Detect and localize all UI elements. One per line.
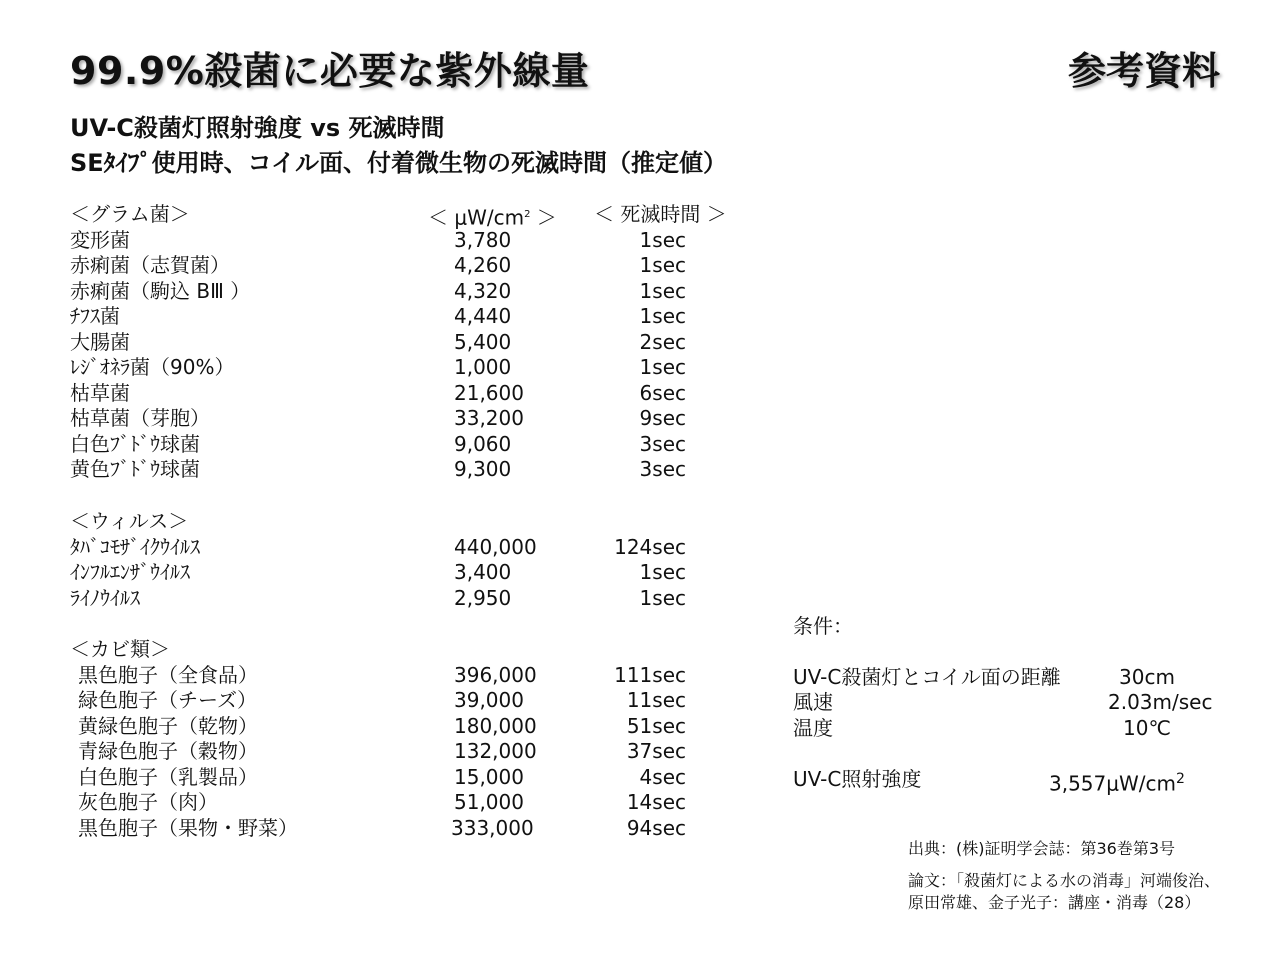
table-row: 黄緑色胞子（乾物） 180,000 51sec xyxy=(78,714,686,738)
table-row: ﾁﾌｽ菌 4,440 1sec xyxy=(70,304,686,328)
table-row: 青緑色胞子（穀物） 132,000 37sec xyxy=(78,739,686,763)
table-row: 黄色ﾌﾞﾄﾞｳ球菌 9,300 3sec xyxy=(70,457,686,481)
table-row: 灰色胞子（肉） 51,000 14sec xyxy=(78,790,686,814)
paper-note-line-2: 原田常雄、金子光子：講座・消毒（28） xyxy=(908,893,1201,912)
table-row: 枯草菌 21,600 6sec xyxy=(70,381,686,405)
condition-intensity: UV-C照射強度 $3,557\mu W/cm^2$ xyxy=(793,767,1185,796)
table-row: 黒色胞子（果物・野菜） 333,000 94sec xyxy=(78,816,686,840)
group-label-bacteria: ＜グラム菌＞ xyxy=(70,202,190,226)
reference-label: 参考資料 xyxy=(1067,49,1220,93)
condition-temperature: 温度 10℃ xyxy=(793,716,1171,740)
table-row: 白色ﾌﾞﾄﾞｳ球菌 9,060 3sec xyxy=(70,432,686,456)
table-row: 枯草菌（芽胞） 33,200 9sec xyxy=(70,406,686,430)
page-title: 99.9%殺菌に必要な紫外線量 xyxy=(70,49,590,93)
condition-wind: 風速 2.03m/sec xyxy=(793,690,1213,714)
table-row: 黒色胞子（全食品） 396,000 111sec xyxy=(78,663,686,687)
table-row: 緑色胞子（チーズ） 39,000 11sec xyxy=(78,688,686,712)
table-row: ﾗｲﾉｳｲﾙｽ 2,950 1sec xyxy=(70,586,686,610)
subtitle-1: UV-C殺菌灯照射強度 vs 死滅時間 xyxy=(70,114,445,142)
virus-header-row xyxy=(70,509,770,534)
mold-header-row xyxy=(70,637,770,662)
paper-note-line-1: 論文：「殺菌灯による水の消毒」河端俊治、 xyxy=(908,871,1221,890)
table-row: 白色胞子（乳製品） 15,000 4sec xyxy=(78,765,686,789)
conditions-heading: 条件： xyxy=(793,614,853,638)
subtitle-2: SEﾀｲﾌﾟ使用時、コイル面、付着微生物の死滅時間（推定値） xyxy=(70,149,727,177)
group-label-mold: ＜カビ類＞ xyxy=(70,637,170,661)
table-row: 赤痢菌（駒込 BⅢ ） 4,320 1sec xyxy=(70,279,686,303)
source-note: 出典：(株)証明学会誌：第36巻第3号 xyxy=(908,839,1176,858)
time-column-header: ＜ 死滅時間 ＞ xyxy=(594,202,727,226)
group-label-virus: ＜ウィルス＞ xyxy=(70,509,189,533)
intensity-column-header: ＜ $\mu W/cm^2$ ＞ xyxy=(428,205,557,230)
table-row: ﾀﾊﾞｺﾓｻﾞｲｸｳｲﾙｽ 440,000 124sec xyxy=(70,535,686,559)
condition-distance: UV-C殺菌灯とコイル面の距離 30cm xyxy=(793,665,1175,689)
table-row: 変形菌 3,780 1sec xyxy=(70,228,686,252)
table-row: 大腸菌 5,400 2sec xyxy=(70,330,686,354)
table-row: 赤痢菌（志賀菌） 4,260 1sec xyxy=(70,253,686,277)
table-row: ｲﾝﾌﾙｴﾝｻﾞｳｲﾙｽ 3,400 1sec xyxy=(70,560,686,584)
table-row: ﾚｼﾞｵﾈﾗ菌（90%） 1,000 1sec xyxy=(70,355,686,379)
